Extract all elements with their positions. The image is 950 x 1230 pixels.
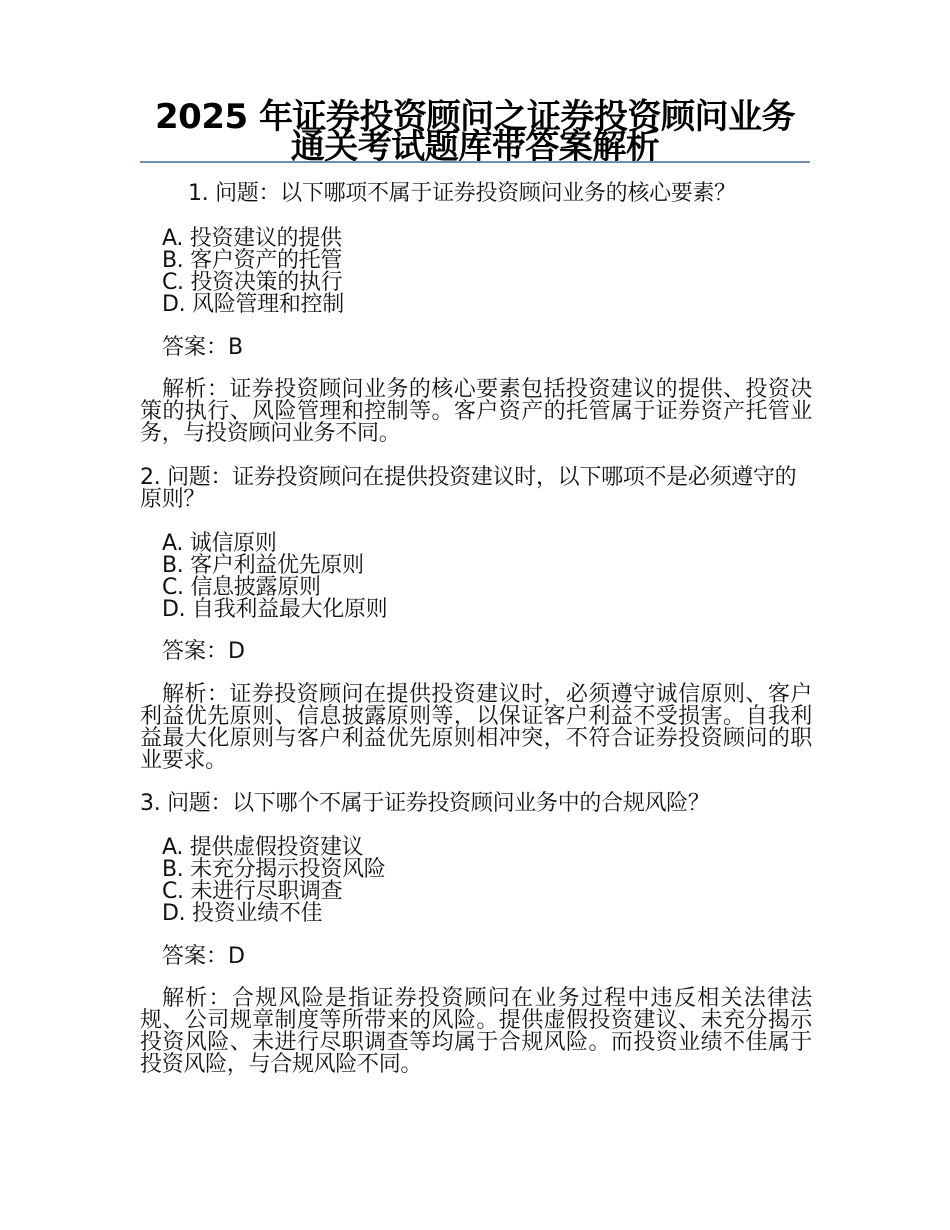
question-1-text: 1. 问题：以下哪项不属于证券投资顾问业务的核心要素？ — [188, 181, 736, 206]
option-b: B. 未充分揭示投资风险 — [162, 857, 386, 882]
question-3-text: 3. 问题：以下哪个不属于证券投资顾问业务中的合规风险？ — [140, 791, 710, 816]
option-d: D. 自我利益最大化原则 — [162, 597, 388, 622]
document-title: 2025 年证券投资顾问之证券投资顾问业务通关考试题库带答案解析 — [155, 97, 795, 167]
question-2-answer: 答案：D — [162, 639, 245, 664]
option-b: B. 客户利益优先原则 — [162, 553, 364, 578]
question-1-answer: 答案：B — [162, 335, 244, 360]
option-a: A. 提供虚假投资建议 — [162, 835, 364, 860]
option-b: B. 客户资产的托管 — [162, 248, 343, 273]
question-2-options — [162, 533, 387, 621]
option-c: C. 投资决策的执行 — [162, 270, 343, 295]
title-underline — [140, 161, 810, 163]
option-a: A. 投资建议的提供 — [162, 226, 342, 251]
option-d: D. 风险管理和控制 — [162, 292, 344, 317]
question-3-options — [162, 837, 385, 925]
option-d: D. 投资业绩不佳 — [162, 901, 323, 926]
option-c: C. 信息披露原则 — [162, 575, 321, 600]
question-1-options — [162, 228, 344, 316]
question-3-explanation: 解析：合规风险是指证券投资顾问在业务过程中违反相关法律法规、公司规章制度等所带来的风险。提供虚假投资建议、未充分揭示投资风险、未进行尽职调查等均属于合规风险。而投资业绩不佳属于投资风险，与合规风险不同。 — [140, 986, 812, 1077]
question-2-explanation: 解析：证券投资顾问在提供投资建议时，必须遵守诚信原则、客户利益优先原则、信息披露原则等，以保证客户利益不受损害。自我利益最大化原则与客户利益优先原则相冲突，不符合证券投资顾问的职业要求。 — [140, 682, 812, 773]
option-c: C. 未进行尽职调查 — [162, 879, 343, 904]
question-1-explanation: 解析：证券投资顾问业务的核心要素包括投资建议的提供、投资决策的执行、风险管理和控制等。客户资产的托管属于证券资产托管业务，与投资顾问业务不同。 — [140, 377, 812, 446]
question-2-text: 2. 问题：证券投资顾问在提供投资建议时，以下哪项不是必须遵守的原则？ — [140, 465, 797, 512]
question-3-answer: 答案：D — [162, 944, 245, 969]
option-a: A. 诚信原则 — [162, 531, 277, 556]
